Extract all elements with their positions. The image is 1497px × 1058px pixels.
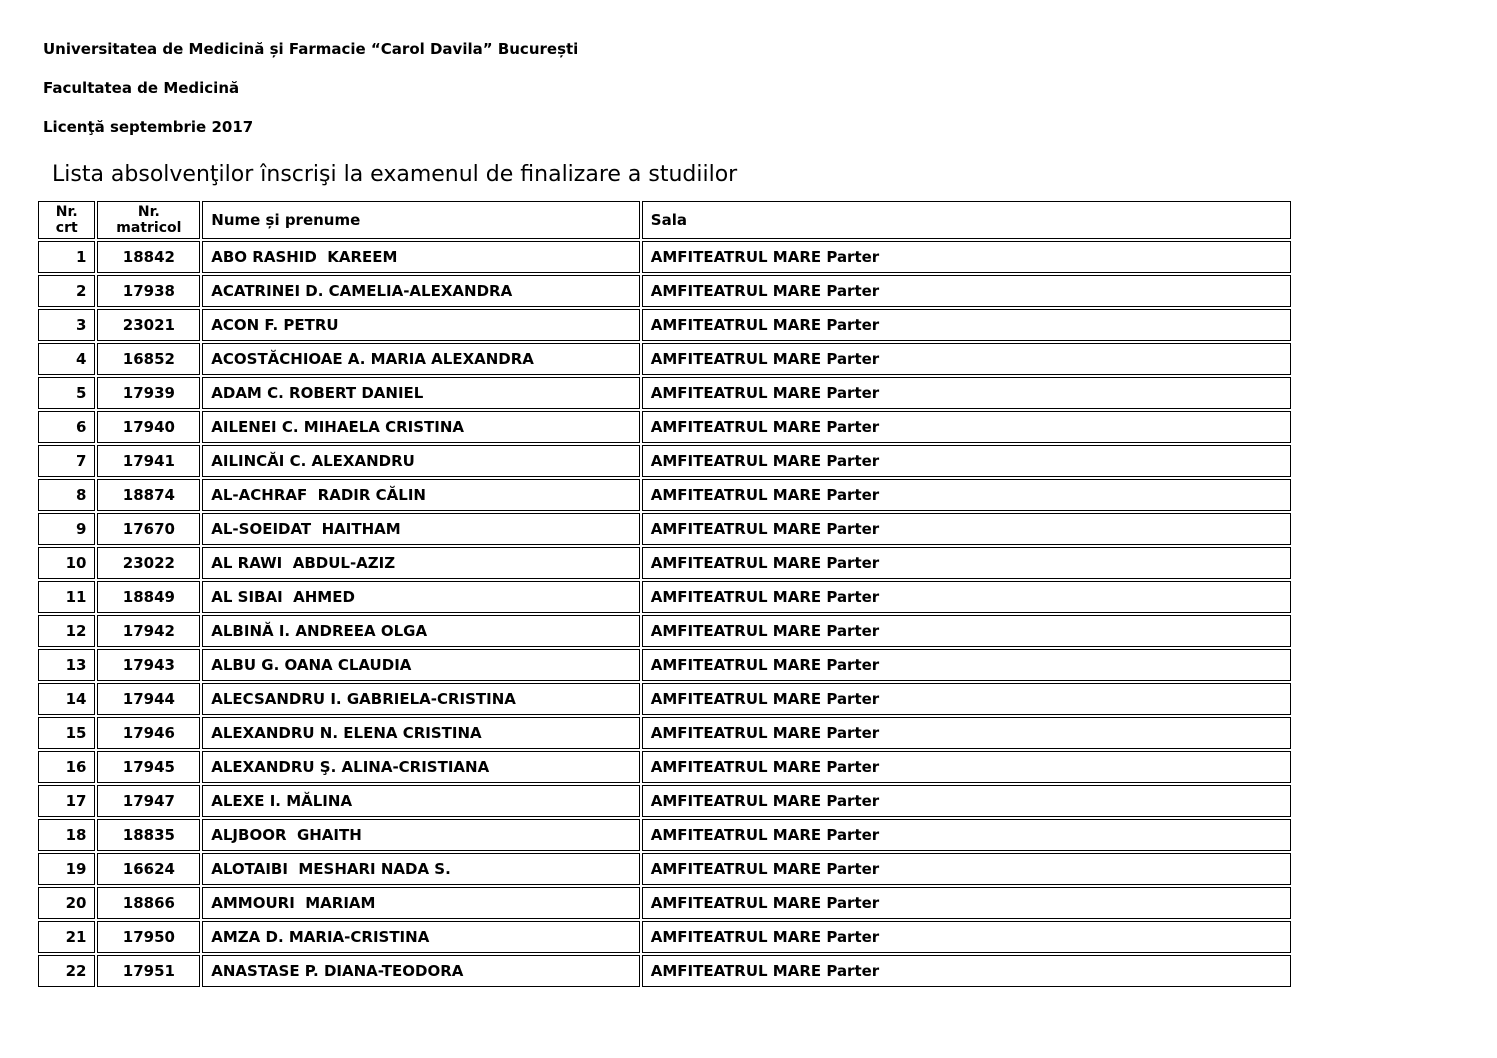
cell-sala: AMFITEATRUL MARE Parter [642, 581, 1291, 613]
cell-nr-crt: 22 [38, 955, 95, 987]
column-header-sala: Sala [642, 201, 1291, 239]
cell-matricol: 17938 [97, 275, 200, 307]
column-header-nume: Nume și prenume [202, 201, 640, 239]
cell-matricol: 23021 [97, 309, 200, 341]
table-row [38, 479, 1291, 511]
cell-sala: AMFITEATRUL MARE Parter [642, 853, 1291, 885]
cell-sala: AMFITEATRUL MARE Parter [642, 479, 1291, 511]
cell-sala: AMFITEATRUL MARE Parter [642, 649, 1291, 681]
university-name: Universitatea de Medicină și Farmacie “Carol Davila” București [43, 40, 579, 58]
table-row [38, 343, 1291, 375]
table-header [38, 201, 1291, 239]
cell-nume: ALBU G. OANA CLAUDIA [202, 649, 640, 681]
cell-matricol: 17670 [97, 513, 200, 545]
cell-nume: ABO RASHID KAREEM [202, 241, 640, 273]
cell-sala: AMFITEATRUL MARE Parter [642, 411, 1291, 443]
cell-matricol: 18842 [97, 241, 200, 273]
cell-nume: AILINCĂI C. ALEXANDRU [202, 445, 640, 477]
cell-nume: ALOTAIBI MESHARI NADA S. [202, 853, 640, 885]
cell-nume: ACATRINEI D. CAMELIA-ALEXANDRA [202, 275, 640, 307]
cell-matricol: 17951 [97, 955, 200, 987]
cell-nume: ACON F. PETRU [202, 309, 640, 341]
table-row [38, 275, 1291, 307]
cell-nume: AL RAWI ABDUL-AZIZ [202, 547, 640, 579]
cell-nume: ALEXANDRU Ş. ALINA-CRISTIANA [202, 751, 640, 783]
cell-matricol: 18866 [97, 887, 200, 919]
cell-nr-crt: 9 [38, 513, 95, 545]
cell-matricol: 17940 [97, 411, 200, 443]
cell-nume: ANASTASE P. DIANA-TEODORA [202, 955, 640, 987]
cell-sala: AMFITEATRUL MARE Parter [642, 955, 1291, 987]
cell-sala: AMFITEATRUL MARE Parter [642, 785, 1291, 817]
cell-sala: AMFITEATRUL MARE Parter [642, 241, 1291, 273]
cell-matricol: 17946 [97, 717, 200, 749]
cell-nr-crt: 4 [38, 343, 95, 375]
cell-sala: AMFITEATRUL MARE Parter [642, 751, 1291, 783]
cell-sala: AMFITEATRUL MARE Parter [642, 513, 1291, 545]
cell-nr-crt: 11 [38, 581, 95, 613]
cell-nr-crt: 2 [38, 275, 95, 307]
cell-nr-crt: 15 [38, 717, 95, 749]
cell-nume: AMMOURI MARIAM [202, 887, 640, 919]
table-row [38, 615, 1291, 647]
cell-nr-crt: 5 [38, 377, 95, 409]
table-row [38, 547, 1291, 579]
cell-nume: AL SIBAI AHMED [202, 581, 640, 613]
cell-matricol: 17942 [97, 615, 200, 647]
cell-matricol: 18835 [97, 819, 200, 851]
cell-sala: AMFITEATRUL MARE Parter [642, 309, 1291, 341]
cell-nume: ALECSANDRU I. GABRIELA-CRISTINA [202, 683, 640, 715]
cell-nume: AILENEI C. MIHAELA CRISTINA [202, 411, 640, 443]
cell-matricol: 16624 [97, 853, 200, 885]
cell-sala: AMFITEATRUL MARE Parter [642, 819, 1291, 851]
cell-nr-crt: 19 [38, 853, 95, 885]
cell-matricol: 17950 [97, 921, 200, 953]
table-row [38, 241, 1291, 273]
cell-nr-crt: 6 [38, 411, 95, 443]
table-row [38, 853, 1291, 885]
table-row [38, 411, 1291, 443]
cell-nume: ACOSTĂCHIOAE A. MARIA ALEXANDRA [202, 343, 640, 375]
faculty-name: Facultatea de Medicină [43, 79, 240, 97]
cell-matricol: 18849 [97, 581, 200, 613]
cell-matricol: 23022 [97, 547, 200, 579]
cell-nr-crt: 12 [38, 615, 95, 647]
cell-sala: AMFITEATRUL MARE Parter [642, 547, 1291, 579]
cell-sala: AMFITEATRUL MARE Parter [642, 615, 1291, 647]
table-row [38, 751, 1291, 783]
cell-nr-crt: 16 [38, 751, 95, 783]
cell-nr-crt: 10 [38, 547, 95, 579]
table-row [38, 513, 1291, 545]
cell-nume: ALJBOOR GHAITH [202, 819, 640, 851]
table-body [38, 241, 1291, 987]
cell-nr-crt: 17 [38, 785, 95, 817]
cell-matricol: 17947 [97, 785, 200, 817]
table-row [38, 377, 1291, 409]
table-header-row [38, 201, 1291, 239]
cell-nr-crt: 21 [38, 921, 95, 953]
table-row [38, 649, 1291, 681]
cell-sala: AMFITEATRUL MARE Parter [642, 343, 1291, 375]
cell-nume: AL-ACHRAF RADIR CĂLIN [202, 479, 640, 511]
table-row [38, 683, 1291, 715]
cell-sala: AMFITEATRUL MARE Parter [642, 275, 1291, 307]
cell-matricol: 17944 [97, 683, 200, 715]
cell-matricol: 17945 [97, 751, 200, 783]
page-title: Lista absolvenţilor înscrişi la examenul de finalizare a studiilor [52, 162, 738, 187]
table-row [38, 785, 1291, 817]
document-header [43, 40, 1497, 137]
session-label: Licenţă septembrie 2017 [43, 118, 254, 136]
cell-sala: AMFITEATRUL MARE Parter [642, 717, 1291, 749]
cell-nr-crt: 18 [38, 819, 95, 851]
cell-nr-crt: 14 [38, 683, 95, 715]
cell-nume: ADAM C. ROBERT DANIEL [202, 377, 640, 409]
table-row [38, 955, 1291, 987]
cell-sala: AMFITEATRUL MARE Parter [642, 887, 1291, 919]
cell-nume: ALEXANDRU N. ELENA CRISTINA [202, 717, 640, 749]
cell-matricol: 16852 [97, 343, 200, 375]
cell-nr-crt: 8 [38, 479, 95, 511]
cell-nume: AL-SOEIDAT HAITHAM [202, 513, 640, 545]
cell-nr-crt: 7 [38, 445, 95, 477]
cell-nume: AMZA D. MARIA-CRISTINA [202, 921, 640, 953]
cell-matricol: 17941 [97, 445, 200, 477]
table-row [38, 445, 1291, 477]
cell-matricol: 17943 [97, 649, 200, 681]
cell-nume: ALBINĂ I. ANDREEA OLGA [202, 615, 640, 647]
table-row [38, 921, 1291, 953]
cell-nume: ALEXE I. MĂLINA [202, 785, 640, 817]
table-row [38, 887, 1291, 919]
graduates-table [36, 199, 1293, 989]
table-row [38, 309, 1291, 341]
cell-nr-crt: 3 [38, 309, 95, 341]
cell-sala: AMFITEATRUL MARE Parter [642, 683, 1291, 715]
table-row [38, 581, 1291, 613]
cell-nr-crt: 13 [38, 649, 95, 681]
table-row [38, 819, 1291, 851]
column-header-nr-matricol: Nr. matricol [97, 201, 200, 239]
cell-nr-crt: 20 [38, 887, 95, 919]
cell-nr-crt: 1 [38, 241, 95, 273]
cell-matricol: 17939 [97, 377, 200, 409]
cell-matricol: 18874 [97, 479, 200, 511]
table-row [38, 717, 1291, 749]
cell-sala: AMFITEATRUL MARE Parter [642, 921, 1291, 953]
cell-sala: AMFITEATRUL MARE Parter [642, 445, 1291, 477]
column-header-nr-crt: Nr. crt [38, 201, 95, 239]
cell-sala: AMFITEATRUL MARE Parter [642, 377, 1291, 409]
